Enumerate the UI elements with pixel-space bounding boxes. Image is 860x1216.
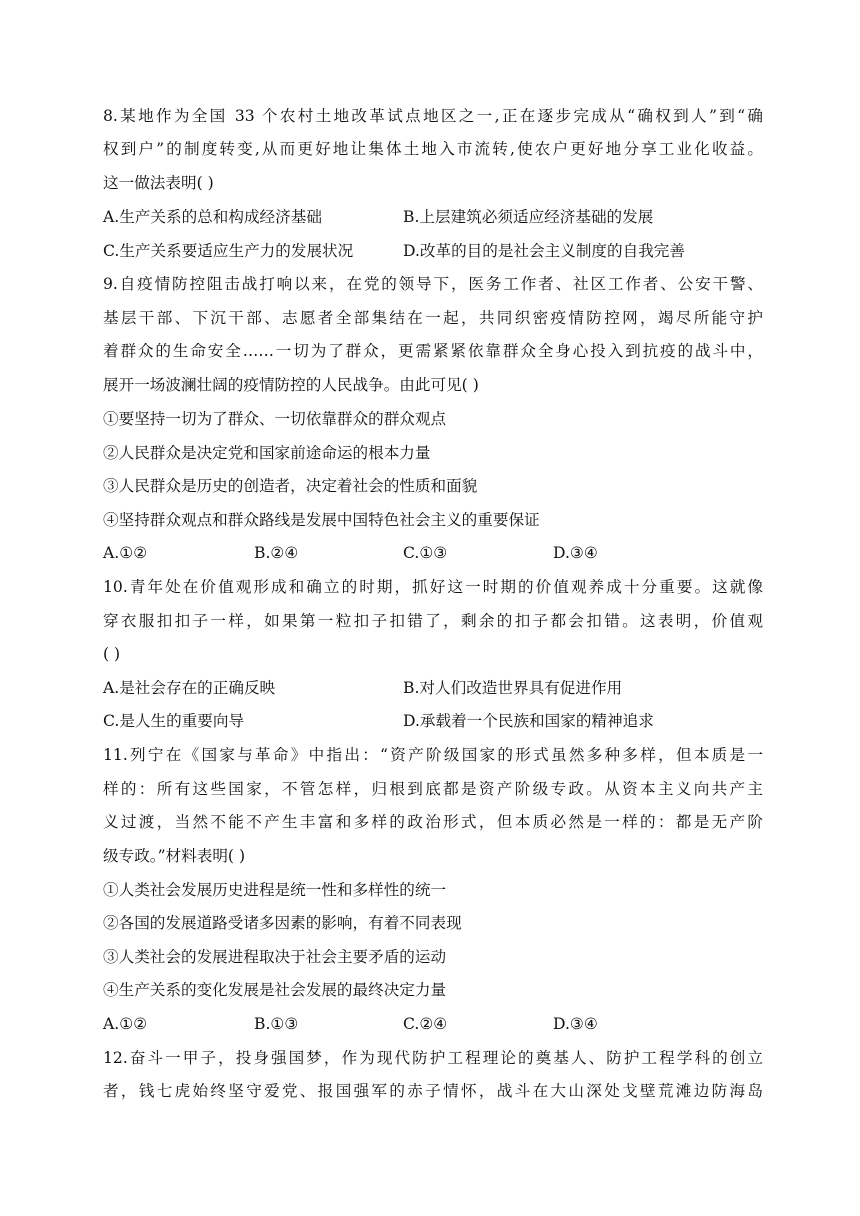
question-stem-line: 权到户”的制度转变,从而更好地让集体土地入市流转,使农户更好地分享工业化收益。 — [103, 140, 763, 158]
question-stem-line: 12.奋斗一甲子，投身强国梦，作为现代防护工程理论的奠基人、防护工程学科的创立 — [103, 1049, 763, 1067]
option-b: B.上层建筑必须适应经济基础的发展 — [403, 208, 654, 226]
question-stem-line: 这一做法表明( ) — [103, 174, 214, 192]
statement-item: ④生产关系的变化发展是社会发展的最终决定力量 — [103, 981, 447, 999]
question-stem-line: 基层干部、下沉干部、志愿者全部集结在一起，共同织密疫情防控网，竭尽所能守护 — [103, 309, 763, 327]
option-c: C.②④ — [403, 1015, 448, 1033]
option-a: A.是社会存在的正确反映 — [103, 679, 276, 697]
question-stem-line: 10.青年处在价值观形成和确立的时期，抓好这一时期的价值观养成十分重要。这就像 — [103, 578, 763, 596]
option-d: D.③④ — [553, 544, 598, 562]
question-stem-line: 者，钱七虎始终坚守爱党、报国强军的赤子情怀，战斗在大山深处戈壁荒滩边防海岛 — [103, 1082, 763, 1100]
option-a: A.①② — [103, 1015, 148, 1033]
option-c: C.①③ — [403, 544, 448, 562]
option-d: D.③④ — [553, 1015, 598, 1033]
statement-item: ①人类社会发展历史进程是统一性和多样性的统一 — [103, 881, 447, 899]
question-stem-line: 样的：所有这些国家，不管怎样，归根到底都是资产阶级专政。从资本主义向共产主 — [103, 780, 763, 798]
option-a: A.生产关系的总和构成经济基础 — [103, 208, 322, 226]
statement-item: ④坚持群众观点和群众路线是发展中国特色社会主义的重要保证 — [103, 511, 540, 529]
option-c: C.生产关系要适应生产力的发展状况 — [103, 242, 354, 260]
statement-item: ②人民群众是决定党和国家前途命运的根本力量 — [103, 444, 431, 462]
question-stem-line: 8.某地作为全国 33 个农村土地改革试点地区之一,正在逐步完成从“确权到人”到“确 — [103, 107, 763, 125]
statement-item: ③人民群众是历史的创造者，决定着社会的性质和面貌 — [103, 477, 478, 495]
statement-item: ③人类社会的发展进程取决于社会主要矛盾的运动 — [103, 948, 447, 966]
option-d: D.承载着一个民族和国家的精神追求 — [403, 712, 654, 730]
question-stem-line: 着群众的生命安全……一切为了群众，更需紧紧依靠群众全身心投入到抗疫的战斗中， — [103, 342, 763, 360]
option-d: D.改革的目的是社会主义制度的自我完善 — [403, 242, 685, 260]
option-a: A.①② — [103, 544, 148, 562]
option-c: C.是人生的重要向导 — [103, 712, 245, 730]
question-stem-line: 9.自疫情防控阻击战打响以来，在党的领导下，医务工作者、社区工作者、公安干警、 — [103, 275, 763, 293]
question-stem-line: ( ) — [103, 645, 121, 663]
question-stem-line: 义过渡，当然不能不产生丰富和多样的政治形式，但本质必然是一样的：都是无产阶 — [103, 813, 763, 831]
question-stem-line: 级专政。”材料表明( ) — [103, 847, 246, 865]
option-b: B.对人们改造世界具有促进作用 — [403, 679, 623, 697]
statement-item: ②各国的发展道路受诸多因素的影响，有着不同表现 — [103, 914, 462, 932]
question-stem-line: 展开一场波澜壮阔的疫情防控的人民战争。由此可见( ) — [103, 376, 479, 394]
statement-item: ①要坚持一切为了群众、一切依靠群众的群众观点 — [103, 410, 447, 428]
option-b: B.②④ — [254, 544, 299, 562]
option-b: B.①③ — [254, 1015, 299, 1033]
question-stem-line: 11.列宁在《国家与革命》中指出：“资产阶级国家的形式虽然多种多样，但本质是一 — [103, 746, 763, 764]
question-stem-line: 穿衣服扣扣子一样，如果第一粒扣子扣错了，剩余的扣子都会扣错。这表明，价值观 — [103, 612, 763, 630]
